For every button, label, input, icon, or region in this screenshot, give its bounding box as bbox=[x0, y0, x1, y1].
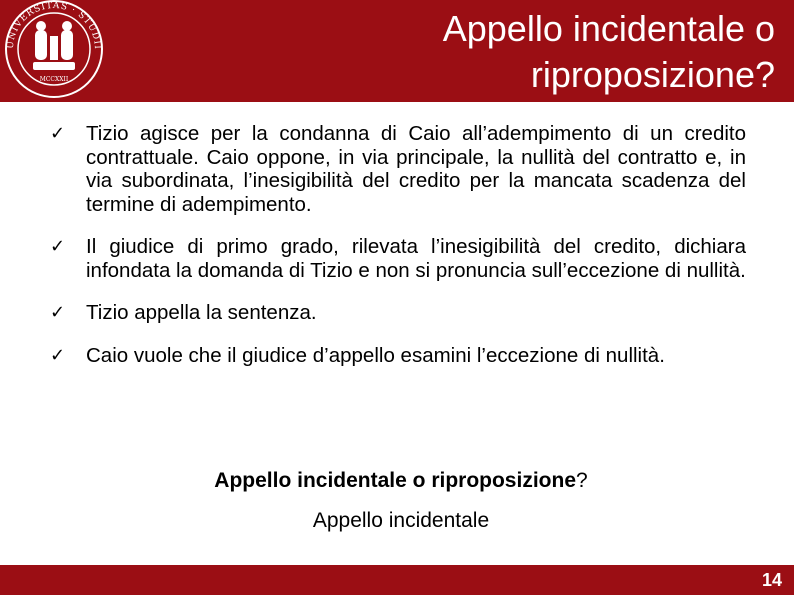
bullet-item bbox=[50, 301, 746, 325]
slide-title-line-1: Appello incidentale o bbox=[442, 8, 775, 49]
bullet-text: Tizio appella la sentenza. bbox=[86, 301, 317, 324]
question-mark: ? bbox=[576, 469, 588, 492]
question-bold-text: Appello incidentale o riproposizione bbox=[214, 469, 576, 492]
footer-bar bbox=[0, 565, 794, 595]
check-icon: ✓ bbox=[50, 344, 66, 366]
question-line bbox=[0, 468, 794, 494]
check-icon: ✓ bbox=[50, 236, 66, 257]
slide-title-line-2: riproposizione? bbox=[530, 54, 775, 95]
bullet-text: Caio vuole che il giudice d’appello esamini l’eccezione di nullità. bbox=[86, 343, 665, 367]
slide-title bbox=[215, 6, 775, 98]
page-number: 14 bbox=[761, 570, 782, 590]
bullet-list bbox=[50, 122, 746, 386]
bullet-text: Il giudice di primo grado, rilevata l’inesigibilità del credito, dichiara infondata la domanda di Tizio e non si pronuncia sull’eccezione di nullità. bbox=[86, 235, 746, 282]
university-seal-logo bbox=[3, 0, 105, 102]
svg-text:MCCXXII: MCCXXII bbox=[39, 76, 69, 83]
bullet-item bbox=[50, 235, 746, 282]
header-bar bbox=[0, 0, 794, 102]
bullet-item bbox=[50, 344, 746, 368]
bullet-item bbox=[50, 122, 746, 216]
check-icon: ✓ bbox=[50, 123, 66, 144]
check-icon: ✓ bbox=[50, 302, 66, 323]
bullet-text: Tizio agisce per la condanna di Caio all’adempimento di un credito contrattuale. Caio oppone, in via principale, la nullità del contratto e, in via subordinata, l’inesigibilità del credito per la mancata scadenza del termine di adempimento. bbox=[86, 122, 746, 216]
answer-line: Appello incidentale bbox=[312, 509, 490, 532]
svg-text:UNIVERSITAS · STUDII · PADUANI: UNIVERSITAS · STUDII bbox=[5, 0, 103, 51]
